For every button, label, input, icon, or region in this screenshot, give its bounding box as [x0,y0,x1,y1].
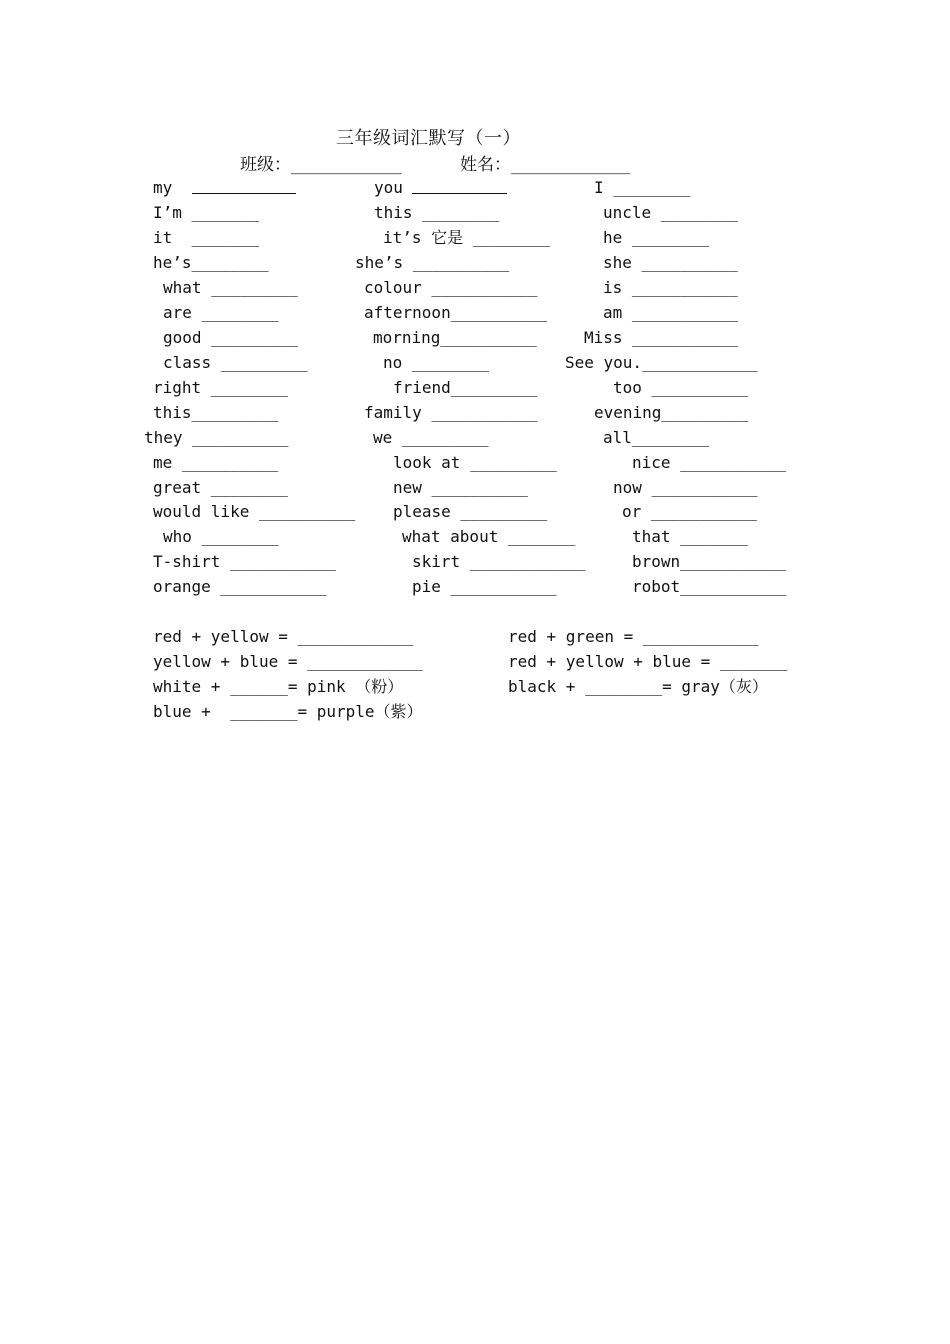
vocab-item[interactable]: great ________ [153,478,288,497]
vocab-item[interactable]: See you.____________ [565,353,758,372]
vocab-item[interactable]: uncle ________ [603,203,738,222]
vocab-item[interactable]: skirt ____________ [412,552,586,571]
color-mix-item[interactable]: blue + _______= purple（紫） [153,702,423,721]
vocab-item[interactable]: they __________ [144,428,289,447]
answer-line[interactable] [412,193,507,194]
vocab-item[interactable]: or ___________ [622,502,757,521]
color-mix-item[interactable]: red + green = ____________ [508,627,759,646]
class-field[interactable]: 班级：_____________ [240,155,402,175]
vocab-item[interactable]: it _______ [153,228,259,247]
vocab-item[interactable]: right ________ [153,378,288,397]
color-mix-item[interactable]: red + yellow + blue = _______ [508,652,788,671]
vocab-item[interactable]: she’s __________ [355,253,510,272]
vocab-item[interactable]: now ___________ [613,478,758,497]
vocab-item[interactable]: orange ___________ [153,577,327,596]
vocab-item[interactable]: it’s 它是 ________ [383,228,550,247]
vocab-item: you [374,178,403,197]
name-field[interactable]: 姓名：______________ [460,155,630,175]
vocab-item[interactable]: that _______ [632,527,748,546]
vocab-item[interactable]: robot___________ [632,577,787,596]
vocab-item[interactable]: nice ___________ [632,453,787,472]
vocab-item[interactable]: friend_________ [393,378,538,397]
vocab-item[interactable]: am ___________ [603,303,738,322]
vocab-item[interactable]: what about _______ [402,527,576,546]
vocab-item[interactable]: please _________ [393,502,548,521]
vocab-item[interactable]: brown___________ [632,552,787,571]
vocab-item[interactable]: class _________ [163,353,308,372]
vocab-item[interactable]: family ___________ [364,403,538,422]
vocab-item[interactable]: afternoon__________ [364,303,548,322]
vocab-item[interactable]: all________ [603,428,709,447]
vocab-item[interactable]: morning__________ [373,328,537,347]
answer-line[interactable] [192,193,296,194]
vocab-item[interactable]: he’s________ [153,253,269,272]
vocab-item[interactable]: colour ___________ [364,278,538,297]
worksheet-title: 三年级词汇默写（一） [336,128,521,149]
vocab-item[interactable]: pie ___________ [412,577,557,596]
vocab-item[interactable]: this ________ [374,203,500,222]
vocab-item[interactable]: me __________ [153,453,279,472]
vocab-item[interactable]: she __________ [603,253,738,272]
vocab-item[interactable]: who ________ [163,527,279,546]
vocab-item[interactable]: would like __________ [153,502,356,521]
vocab-item: my [153,178,173,197]
vocab-item[interactable]: good _________ [163,328,298,347]
vocab-item[interactable]: we _________ [373,428,489,447]
vocab-item[interactable]: what _________ [163,278,298,297]
vocab-item[interactable]: is ___________ [603,278,738,297]
vocab-item[interactable]: evening_________ [594,403,749,422]
color-mix-item[interactable]: red + yellow = ____________ [153,627,414,646]
vocab-item[interactable]: he ________ [603,228,709,247]
vocab-item[interactable]: I ________ [594,178,691,197]
vocab-item[interactable]: no ________ [383,353,489,372]
color-mix-item[interactable]: white + ______= pink （粉） [153,677,404,696]
vocab-item[interactable]: look at _________ [393,453,557,472]
vocab-item[interactable]: are ________ [163,303,279,322]
vocab-item[interactable]: new __________ [393,478,528,497]
vocab-item[interactable]: too __________ [613,378,748,397]
color-mix-item[interactable]: black + ________= gray（灰） [508,677,768,696]
color-mix-item[interactable]: yellow + blue = ____________ [153,652,423,671]
vocab-item[interactable]: this_________ [153,403,279,422]
vocab-item[interactable]: I’m _______ [153,203,259,222]
vocab-item[interactable]: T-shirt ___________ [153,552,337,571]
vocab-item[interactable]: Miss ___________ [584,328,739,347]
